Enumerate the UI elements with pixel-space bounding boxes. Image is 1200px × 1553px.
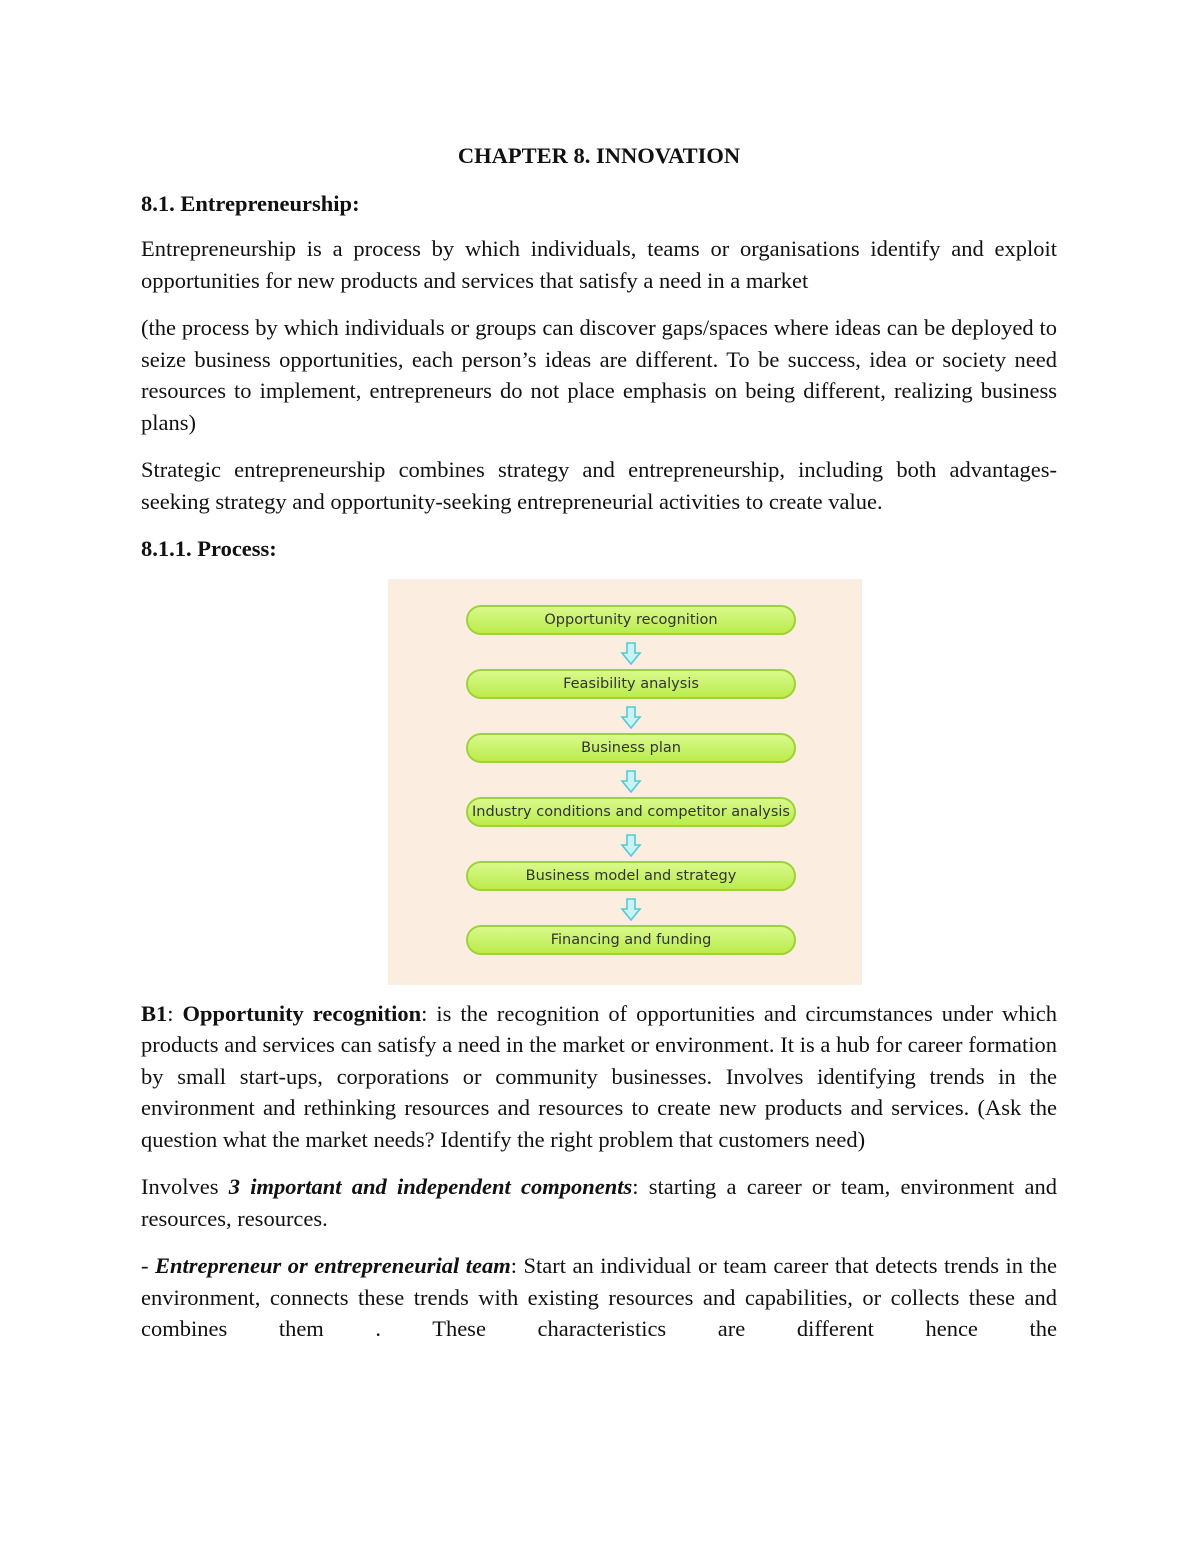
b1-colon: : xyxy=(167,1000,183,1026)
step-box-industry-conditions: Industry conditions and competitor analysis xyxy=(466,797,796,827)
paragraph-components xyxy=(141,1171,1057,1234)
step-box-financing: Financing and funding xyxy=(466,925,796,955)
step-box-business-model: Business model and strategy xyxy=(466,861,796,891)
entrepreneur-text: : Start an individual or team career that detects trends in the environment, connects these trends with existing resources and capabilities, or collects these and combines them . These characteristics are different hence the xyxy=(141,1253,1058,1341)
chapter-title: CHAPTER 8. INNOVATION xyxy=(457,143,741,168)
section-heading: 8.1. Entrepreneurship: xyxy=(141,190,360,216)
components-lead: Involves xyxy=(141,1174,229,1199)
subsection-heading: 8.1.1. Process: xyxy=(141,536,277,561)
components-emph: 3 important and independent components xyxy=(228,1174,633,1199)
b1-label: B1 xyxy=(141,1000,168,1026)
entrepreneur-term: Entrepreneur or entrepreneurial team xyxy=(155,1253,511,1278)
down-arrow-icon xyxy=(620,642,642,666)
paragraph-entrepreneur xyxy=(141,1250,1057,1345)
components-rest: : starting a career or team, environment and resources, resources. xyxy=(141,1174,1057,1231)
step-box-opportunity-recognition: Opportunity recognition xyxy=(466,605,796,635)
entrepreneur-dash: - xyxy=(141,1253,155,1278)
paragraph-explanation: (the process by which individuals or groups can discover gaps/spaces where ideas can be deployed to seize business opportunities, each person’s ideas are different. To be success, idea or society need resources to implement, entrepreneurs do not place emphasis on being different, realizing business plans) xyxy=(141,315,1057,435)
down-arrow-icon xyxy=(620,706,642,730)
paragraph-b1 xyxy=(141,998,1057,1156)
paragraph-strategic: Strategic entrepreneurship combines strategy and entrepreneurship, including both advantages-seeking strategy and opportunity-seeking entrepreneurial activities to create value. xyxy=(141,457,1057,514)
document-page xyxy=(141,140,1057,1361)
down-arrow-icon xyxy=(620,770,642,794)
b1-term: Opportunity recognition xyxy=(182,1000,422,1026)
step-box-business-plan: Business plan xyxy=(466,733,796,763)
b1-text: : is the recognition of opportunities and circumstances under which products and services can satisfy a need in the market or environment. It is a hub for career formation by small start-ups, corporations or community businesses. Involves identifying trends in the environment and rethinking resources and resources to create new products and services. (Ask the question what the market needs? Identify the right problem that customers need) xyxy=(141,1000,1057,1152)
step-box-feasibility-analysis: Feasibility analysis xyxy=(466,669,796,699)
process-diagram xyxy=(388,579,862,985)
down-arrow-icon xyxy=(620,898,642,922)
down-arrow-icon xyxy=(620,834,642,858)
paragraph-definition: Entrepreneurship is a process by which individuals, teams or organisations identify and exploit opportunities for new products and services that satisfy a need in a market xyxy=(141,236,1057,293)
